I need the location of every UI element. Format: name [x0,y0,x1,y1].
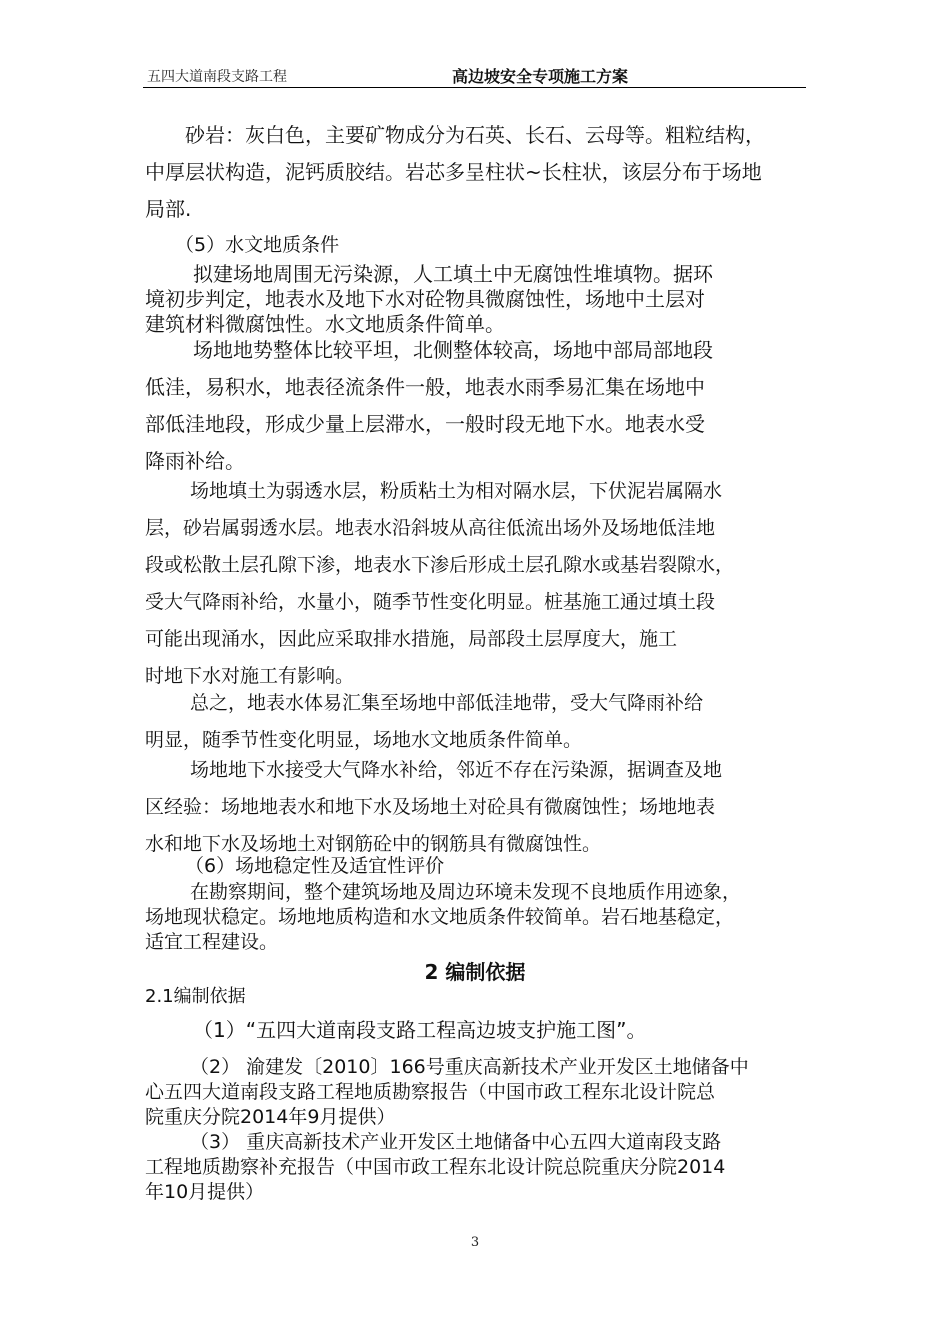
text-line: 场地地势整体比较平坦，北侧整体较高，场地中部局部地段 [193,338,713,362]
paragraph-hydro-2 [145,332,810,480]
header-document-title: 高边坡安全专项施工方案 [452,67,629,86]
heading-stability [145,852,810,880]
text-line: 段或松散土层孔隙下渗，地表水下渗后形成土层孔隙水或基岩裂隙水， [145,554,735,576]
text-line: 中厚层状构造，泥钙质胶结。岩芯多呈柱状~长柱状，该层分布于场地 [145,160,762,184]
paragraph-hydro-1 [145,262,810,337]
text-line: 受大气降雨补给，水量小，随季节性变化明显。桩基施工通过填土段 [145,591,716,613]
text-line: 低洼，易积水，地表径流条件一般，地表水雨季易汇集在场地中 [145,375,705,399]
text-line: 场地填土为弱透水层，粉质粘土为相对隔水层，下伏泥岩属隔水 [190,480,723,502]
text-line: 局部. [145,197,192,221]
text-line: 适宜工程建设。 [145,931,279,953]
text-line: 层，砂岩属弱透水层。地表水沿斜坡从高往低流出场外及场地低洼地 [145,517,716,539]
text-line: 明显，随季节性变化明显，场地水文地质条件简单。 [145,729,583,751]
text-line: 区经验：场地地表水和地下水及场地土对砼具有微腐蚀性；场地地表 [145,796,716,818]
text-line: 场地地下水接受大气降水补给，邻近不存在污染源，据调查及地 [190,759,723,781]
text-line: 工程地质勘察补充报告（中国市政工程东北设计院总院重庆分院2014 [145,1156,726,1178]
text-line: 建筑材料微腐蚀性。水文地质条件简单。 [145,312,505,336]
paragraph-hydro-3 [145,473,810,695]
text-line: 砂岩：灰白色，主要矿物成分为石英、长石、云母等。粗粒结构， [185,123,765,147]
text-line: 境初步判定，地表水及地下水对砼物具微腐蚀性，场地中土层对 [145,287,705,311]
text-line: 可能出现涌水，因此应采取排水措施，局部段土层厚度大，施工 [145,628,678,650]
heading-hydrogeology [145,230,810,260]
subsection-title [145,983,810,1011]
page-number: 3 [470,1235,480,1250]
text-line: 拟建场地周围无污染源，人工填土中无腐蚀性堆填物。据环 [193,262,713,286]
text-line: 场地现状稳定。场地地质构造和水文地质条件较简单。岩石地基稳定， [145,906,735,928]
text-line: （1）“五四大道南段支路工程高边坡支护施工图”。 [193,1018,647,1042]
text-line: 总之，地表水体易汇集至场地中部低洼地带，受大气降雨补给 [190,692,704,714]
paragraph-hydro-4 [145,685,810,759]
text-line: （2） 渝建发〔2010〕166号重庆高新技术产业开发区土地储备中 [190,1056,749,1078]
basis-item-3 [145,1130,810,1205]
text-line: 降雨补给。 [145,449,245,473]
text-line: （3） 重庆高新技术产业开发区土地储备中心五四大道南段支路 [190,1131,722,1153]
subsection-text: 2.1编制依据 [145,986,246,1007]
text-line: 在勘察期间，整个建筑场地及周边环境未发现不良地质作用迹象， [190,881,742,903]
paragraph-sandstone [145,117,810,228]
section-title: 2 编制依据 [424,960,526,984]
header-project-name: 五四大道南段支路工程 [147,69,287,85]
text-line: 部低洼地段，形成少量上层滞水，一般时段无地下水。地表水受 [145,412,705,436]
text-line: 年10月提供） [145,1181,265,1203]
basis-item-2 [145,1055,810,1130]
text-line: 心五四大道南段支路工程地质勘察报告（中国市政工程东北设计院总 [145,1081,716,1103]
heading-text: （6）场地稳定性及适宜性评价 [185,855,445,877]
heading-text: （5）水文地质条件 [175,234,340,256]
text-line: 水和地下水及场地土对钢筋砼中的钢筋具有微腐蚀性。 [145,833,602,855]
paragraph-hydro-5 [145,752,810,863]
text-line: 院重庆分院2014年9月提供） [145,1106,396,1128]
paragraph-stability [145,880,810,955]
header-rule [143,87,806,88]
text-line: 时地下水对施工有影响。 [145,665,355,687]
basis-item-1 [145,1015,810,1045]
